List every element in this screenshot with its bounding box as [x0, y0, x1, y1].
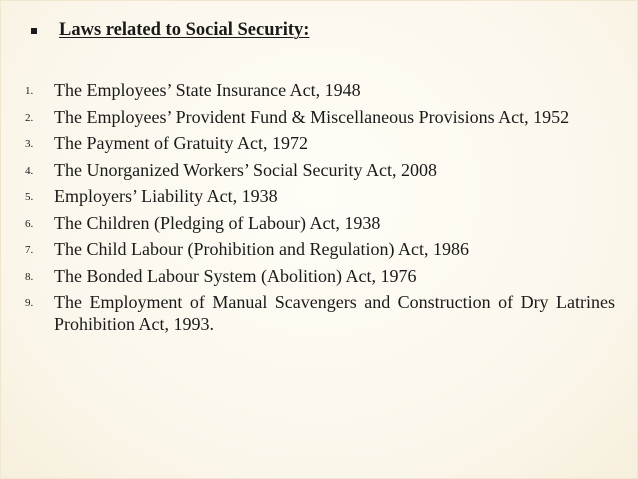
list-item-number: 7. — [25, 244, 34, 256]
list-item-text: The Bonded Labour System (Abolition) Act, 1976 — [54, 265, 417, 286]
list-item — [25, 265, 615, 288]
laws-list — [25, 79, 615, 339]
list-item — [25, 212, 615, 235]
list-item-text: The Child Labour (Prohibition and Regulation) Act, 1986 — [54, 239, 469, 259]
list-item — [25, 79, 615, 102]
heading-row — [31, 20, 309, 41]
slide-heading: Laws related to Social Security: — [59, 20, 310, 40]
list-item-number: 3. — [25, 138, 34, 150]
list-item-number: 1. — [25, 85, 34, 97]
list-item-text: Employers’ Liability Act, 1938 — [54, 186, 278, 206]
list-item-text: The Children (Pledging of Labour) Act, 1938 — [54, 212, 381, 233]
square-bullet-icon — [31, 28, 37, 34]
list-item — [25, 238, 615, 261]
list-item-number: 6. — [25, 217, 34, 230]
list-item-text: The Employees’ State Insurance Act, 1948 — [54, 80, 361, 100]
list-item — [25, 291, 615, 335]
list-item-text: The Employees’ Provident Fund & Miscellaneous Provisions Act, 1952 — [54, 106, 570, 127]
list-item-number: 5. — [25, 191, 34, 203]
list-item — [25, 185, 615, 208]
list-item-number: 4. — [25, 164, 34, 177]
list-item-number: 2. — [25, 111, 34, 124]
list-item — [25, 159, 615, 182]
list-item — [25, 106, 615, 129]
list-item-number: 8. — [25, 270, 34, 283]
list-item — [25, 132, 615, 155]
list-item-text: The Unorganized Workers’ Social Security Act, 2008 — [54, 159, 437, 180]
list-item-number: 9. — [25, 297, 34, 309]
list-item-text: The Employment of Manual Scavengers and Construction of Dry Latrines Prohibition Act, 1993. — [54, 292, 615, 334]
list-item-text: The Payment of Gratuity Act, 1972 — [54, 133, 308, 153]
